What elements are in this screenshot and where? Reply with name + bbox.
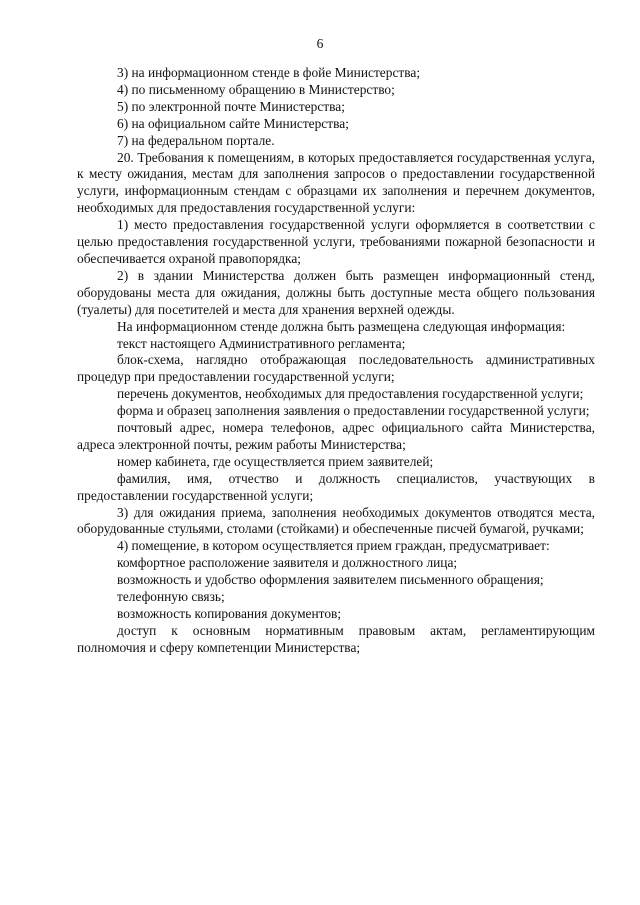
list-item-email: 5) по электронной почте Министерства; — [117, 98, 345, 114]
clause-20-premises-requirements: 20. Требования к помещениям, в которых предоставляется государственная услуга, к месту ожидания, местам для заполнения запросов о предоставлении государственной услуги, информационным стендам с образцами их заполнения и перечнем документов, необходимых для предоставления государственной услуги: — [77, 149, 595, 216]
room-item-writing: возможность и удобство оформления заявителем письменного обращения; — [117, 572, 544, 588]
stand-item-application-form: форма и образец заполнения заявления о предоставлении государственной услуги; — [117, 403, 590, 419]
document-body — [77, 65, 595, 657]
stand-item-document-list: перечень документов, необходимых для предоставления государственной услуги; — [117, 386, 584, 402]
clause-2-ministry-building: 2) в здании Министерства должен быть размещен информационный стенд, оборудованы места для ожидания, должны быть доступные места общего пользования (туалеты) для посетителей и места для хранения верхней одежды. — [77, 267, 595, 317]
list-item-federal-portal: 7) на федеральном портале. — [117, 132, 275, 148]
clause-4-reception-room: 4) помещение, в котором осуществляется прием граждан, предусматривает: — [117, 538, 550, 554]
stand-item-regulation-text: текст настоящего Административного регламента; — [117, 335, 406, 351]
page-number: 6 — [316, 36, 324, 51]
room-item-legal-acts: доступ к основным нормативным правовым актам, регламентирующим полномочия и сферу компетенции Министерства; — [77, 622, 595, 655]
room-item-comfort: комфортное расположение заявителя и должностного лица; — [117, 555, 458, 571]
list-item-website: 6) на официальном сайте Министерства; — [117, 115, 349, 131]
clause-3-waiting-area: 3) для ожидания приема, заполнения необходимых документов отводятся места, оборудованные стульями, столами (стойками) и обеспеченные писчей бумагой, ручками; — [77, 504, 595, 537]
stand-info-intro: На информационном стенде должна быть размещена следующая информация: — [117, 318, 566, 334]
list-item-written-request: 4) по письменному обращению в Министерство; — [117, 81, 395, 97]
clause-1-service-location: 1) место предоставления государственной услуги оформляется в соответствии с целью предоставления государственной услуги, требованиями пожарной безопасности и обеспечивается охраной правопорядка; — [77, 217, 595, 266]
stand-item-flowchart: блок-схема, наглядно отображающая последовательность административных процедур при предоставлении государственной услуги; — [77, 352, 595, 385]
stand-item-contacts: почтовый адрес, номера телефонов, адрес официального сайта Министерства, адреса электронной почты, режим работы Министерства; — [77, 420, 595, 452]
room-item-copying: возможность копирования документов; — [117, 606, 342, 621]
room-item-phone: телефонную связь; — [117, 589, 225, 605]
list-item-stand: 3) на информационном стенде в фойе Министерства; — [117, 65, 421, 80]
stand-item-specialists: фамилия, имя, отчество и должность специалистов, участвующих в предоставлении государственной услуги; — [77, 470, 595, 503]
stand-item-office-number: номер кабинета, где осуществляется прием заявителей; — [117, 453, 434, 469]
